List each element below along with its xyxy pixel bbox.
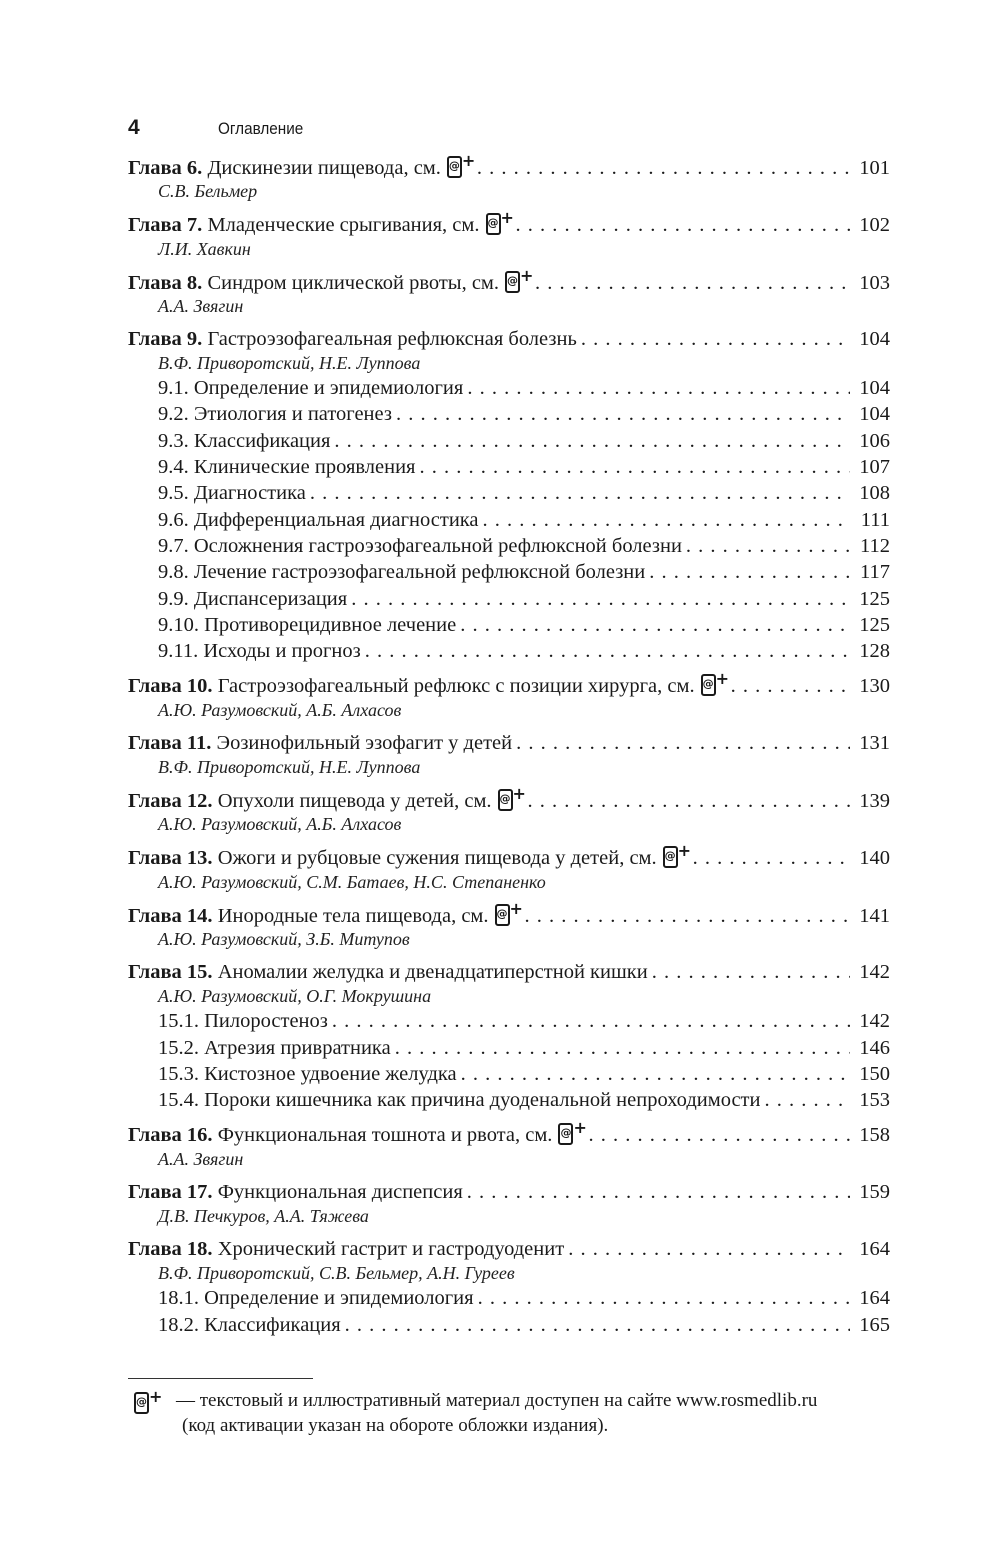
chapter-label: Глава 18.: [128, 1238, 213, 1261]
chapter-label: Глава 13.: [128, 847, 213, 870]
section-title: 9.3. Классификация: [158, 429, 331, 452]
chapter-label: Глава 6.: [128, 157, 203, 179]
footnote-rule: [128, 1378, 313, 1379]
chapter-label: Глава 14.: [128, 904, 213, 927]
section-page: 112: [860, 534, 890, 557]
online-material-icon: @ +: [701, 672, 727, 696]
dot-leader: [345, 1312, 850, 1338]
toc-chapter-row: [128, 841, 890, 870]
toc-chapter-row: [128, 265, 890, 295]
chapter-label: Глава 16.: [128, 1124, 213, 1147]
toc-chapter: [128, 1118, 890, 1170]
toc-chapter: [128, 784, 890, 836]
dot-leader: [478, 1285, 850, 1311]
section-title: 15.1. Пилоростеноз: [158, 1010, 328, 1033]
online-material-icon: @ +: [498, 787, 524, 811]
chapter-title: Опухоли пищевода у детей, см.: [217, 790, 492, 813]
chapter-authors: А.Ю. Разумовский, А.Б. Алхасов: [158, 699, 402, 720]
toc-chapter-row: [128, 1236, 890, 1262]
section-title: 9.5. Диагностика: [158, 482, 306, 505]
toc-section-row: [128, 428, 890, 454]
chapter-label: Глава 9.: [128, 327, 203, 350]
chapter-authors: Л.И. Хавкин: [158, 238, 251, 259]
dot-leader: [365, 638, 850, 664]
chapter-title: Синдром циклической рвоты, см.: [207, 271, 500, 294]
toc-section-row: [128, 454, 890, 480]
section-page: 111: [860, 508, 890, 531]
chapter-label: Глава 7.: [128, 214, 203, 237]
online-material-icon: @ +: [134, 1390, 160, 1414]
toc-chapter: [128, 898, 890, 951]
chapter-page: 164: [859, 1238, 890, 1261]
toc-section-row: [128, 401, 890, 427]
dot-leader: [652, 959, 850, 985]
toc-chapter: [128, 151, 890, 203]
section-title: 9.8. Лечение гастроэзофагеальной рефлюксной болезни: [158, 561, 646, 584]
chapter-label: Глава 12.: [128, 790, 213, 813]
page-header: [128, 116, 313, 148]
dot-leader: [332, 1008, 850, 1034]
section-title: 9.11. Исходы и прогноз: [158, 640, 361, 663]
section-title: 18.1. Определение и эпидемиология: [158, 1287, 474, 1310]
chapter-page: 103: [859, 271, 890, 294]
section-page: 125: [859, 613, 890, 636]
section-page: 108: [859, 482, 890, 505]
toc-chapter-text: [128, 151, 476, 181]
dot-leader: [535, 270, 850, 296]
dot-leader: [477, 155, 850, 181]
chapter-authors: А.Ю. Разумовский, А.Б. Алхасов: [158, 814, 402, 835]
chapter-page: 142: [859, 960, 890, 983]
chapter-label: Глава 15.: [128, 960, 213, 983]
chapter-authors: В.Ф. Приворотский, Н.Е. Луппова: [158, 353, 421, 374]
chapter-authors: А.А. Звягин: [158, 1148, 244, 1169]
toc-chapter-text: [128, 898, 523, 929]
chapter-authors: С.В. Бельмер: [158, 181, 258, 202]
chapter-label: Глава 10.: [128, 675, 213, 698]
chapter-title: Младенческие срыгивания, см.: [207, 214, 480, 237]
footnote-line-2: (код активации указан на обороте обложки издания).: [182, 1415, 609, 1436]
toc-section-row: [128, 480, 890, 506]
chapter-title: Эозинофильный эзофагит у детей: [216, 731, 513, 754]
section-title: 9.6. Дифференциальная диагностика: [158, 508, 479, 531]
chapter-title: Гастроэзофагеальная рефлюксная болезнь: [207, 327, 577, 350]
section-title: 15.3. Кистозное удвоение желудка: [158, 1062, 457, 1085]
chapter-label: Глава 11.: [128, 731, 212, 754]
dot-leader: [686, 533, 850, 559]
dot-leader: [334, 428, 850, 454]
table-of-contents: [128, 151, 890, 1346]
section-title: 9.4. Клинические проявления: [158, 456, 416, 479]
toc-chapter: [128, 841, 890, 893]
chapter-page: 104: [859, 327, 890, 350]
dot-leader: [460, 612, 850, 638]
toc-chapter-row: [128, 959, 890, 985]
dot-leader: [516, 730, 850, 756]
section-page: 150: [859, 1062, 890, 1085]
dot-leader: [693, 845, 850, 871]
footnote: [128, 1388, 908, 1438]
section-title: 15.4. Пороки кишечника как причина дуоденальной непроходимости: [158, 1089, 761, 1112]
chapter-page: 131: [859, 731, 890, 754]
chapter-authors: Д.В. Печкуров, А.А. Тяжева: [158, 1206, 369, 1227]
toc-section-row: [128, 612, 890, 638]
toc-chapter-row: [128, 1179, 890, 1205]
online-material-icon: @ +: [558, 1121, 584, 1145]
section-page: 125: [859, 587, 890, 610]
toc-chapter: [128, 326, 890, 665]
toc-chapter-row: [128, 784, 890, 813]
toc-chapter-row: [128, 208, 890, 237]
toc-section-row: [128, 1061, 890, 1087]
section-title: 9.10. Противорецидивное лечение: [158, 613, 457, 636]
toc-chapter-text: [128, 208, 514, 238]
dot-leader: [351, 586, 850, 612]
dot-leader: [528, 788, 850, 814]
toc-chapter-row: [128, 730, 890, 756]
section-page: 146: [859, 1036, 890, 1059]
section-page: 142: [859, 1010, 890, 1033]
chapter-title: Хронический гастрит и гастродуоденит: [217, 1238, 565, 1261]
chapter-title: Аномалии желудка и двенадцатиперстной кишки: [217, 960, 648, 983]
section-title: 18.2. Классификация: [158, 1313, 341, 1336]
toc-section-row: [128, 533, 890, 559]
chapter-page: 140: [859, 847, 890, 870]
chapter-authors: А.Ю. Разумовский, О.Г. Мокрушина: [158, 986, 432, 1007]
chapter-title: Функциональная тошнота и рвота, см.: [217, 1124, 553, 1147]
section-title: 9.7. Осложнения гастроэзофагеальной рефлюксной болезни: [158, 534, 682, 557]
toc-chapter-text: [128, 784, 526, 814]
page-number: 4: [128, 116, 140, 139]
chapter-page: 101: [859, 157, 890, 179]
section-page: 117: [860, 561, 890, 584]
online-material-icon: @ +: [495, 902, 521, 926]
section-page: 104: [859, 403, 890, 426]
toc-chapter: [128, 265, 890, 318]
section-page: 128: [859, 640, 890, 663]
toc-chapter-row: [128, 1118, 890, 1147]
dot-leader: [396, 401, 850, 427]
toc-chapter: [128, 1179, 890, 1228]
dot-leader: [461, 1061, 850, 1087]
online-material-icon: @ +: [663, 844, 689, 868]
toc-chapter-text: [128, 1118, 587, 1148]
dot-leader: [765, 1087, 851, 1113]
toc-chapter-row: [128, 669, 890, 698]
chapter-label: Глава 8.: [128, 271, 203, 294]
chapter-title: Функциональная диспепсия: [217, 1180, 463, 1203]
toc-section-row: [128, 1312, 890, 1338]
toc-chapter-row: [128, 326, 890, 352]
dot-leader: [483, 507, 850, 533]
dot-leader: [395, 1035, 850, 1061]
toc-section-row: [128, 1008, 890, 1034]
chapter-authors: А.Ю. Разумовский, С.М. Батаев, Н.С. Степаненко: [158, 871, 546, 892]
dot-leader: [516, 212, 851, 238]
section-title: 9.9. Диспансеризация: [158, 587, 348, 610]
chapter-authors: А.А. Звягин: [158, 295, 244, 316]
section-page: 107: [859, 456, 890, 479]
toc-section-row: [128, 1285, 890, 1311]
chapter-page: 159: [859, 1180, 890, 1203]
dot-leader: [581, 326, 850, 352]
footnote-line-1: — текстовый и иллюстративный материал доступен на сайте www.rosmedlib.ru: [176, 1390, 818, 1411]
toc-section-row: [128, 559, 890, 585]
chapter-authors: В.Ф. Приворотский, Н.Е. Луппова: [158, 757, 421, 778]
dot-leader: [649, 559, 850, 585]
chapter-page: 141: [859, 904, 890, 927]
section-page: 165: [859, 1313, 890, 1336]
chapter-title: Гастроэзофагеальный рефлюкс с позиции хирурга, см.: [217, 675, 695, 698]
toc-chapter: [128, 730, 890, 779]
section-page: 153: [859, 1089, 890, 1112]
chapter-page: 139: [859, 790, 890, 813]
toc-chapter-row: [128, 151, 890, 180]
section-page: 164: [859, 1287, 890, 1310]
toc-section-row: [128, 638, 890, 664]
dot-leader: [310, 480, 850, 506]
toc-section-row: [128, 1087, 890, 1113]
chapter-title: Ожоги и рубцовые сужения пищевода у детей, см.: [217, 847, 657, 870]
toc-chapter: [128, 959, 890, 1113]
section-page: 106: [859, 429, 890, 452]
toc-section-row: [128, 586, 890, 612]
dot-leader: [467, 375, 850, 401]
dot-leader: [525, 903, 850, 929]
toc-chapter-text: [128, 730, 512, 756]
online-material-icon: @ +: [505, 269, 531, 293]
toc-chapter-text: [128, 1179, 463, 1205]
toc-chapter: [128, 669, 890, 721]
toc-chapter-row: [128, 898, 890, 928]
section-title: 15.2. Атрезия привратника: [158, 1036, 391, 1059]
chapter-page: 158: [859, 1124, 890, 1147]
toc-chapter-text: [128, 669, 729, 699]
dot-leader: [588, 1122, 850, 1148]
toc-chapter-text: [128, 265, 534, 296]
toc-chapter: [128, 208, 890, 260]
online-material-icon: @ +: [486, 211, 512, 235]
section-title: 9.1. Определение и эпидемиология: [158, 377, 464, 400]
dot-leader: [731, 673, 850, 699]
toc-chapter-text: [128, 1236, 564, 1262]
chapter-title: Дискинезии пищевода, см.: [207, 157, 441, 179]
toc-section-row: [128, 375, 890, 401]
dot-leader: [568, 1236, 850, 1262]
chapter-page: 130: [859, 675, 890, 698]
toc-chapter: [128, 1236, 890, 1338]
dot-leader: [419, 454, 850, 480]
toc-chapter-text: [128, 326, 577, 352]
running-title: Оглавление: [218, 119, 304, 138]
chapter-authors: А.Ю. Разумовский, З.Б. Митупов: [158, 928, 410, 949]
section-page: 104: [859, 377, 890, 400]
toc-section-row: [128, 1035, 890, 1061]
online-material-icon: @ +: [447, 154, 473, 178]
dot-leader: [467, 1179, 850, 1205]
toc-section-row: [128, 507, 890, 533]
toc-chapter-text: [128, 841, 692, 871]
chapter-label: Глава 17.: [128, 1180, 213, 1203]
chapter-title: Инородные тела пищевода, см.: [217, 904, 489, 927]
chapter-authors: В.Ф. Приворотский, С.В. Бельмер, А.Н. Гуреев: [158, 1263, 515, 1284]
toc-chapter-text: [128, 959, 648, 985]
section-title: 9.2. Этиология и патогенез: [158, 403, 392, 426]
chapter-page: 102: [859, 214, 890, 237]
